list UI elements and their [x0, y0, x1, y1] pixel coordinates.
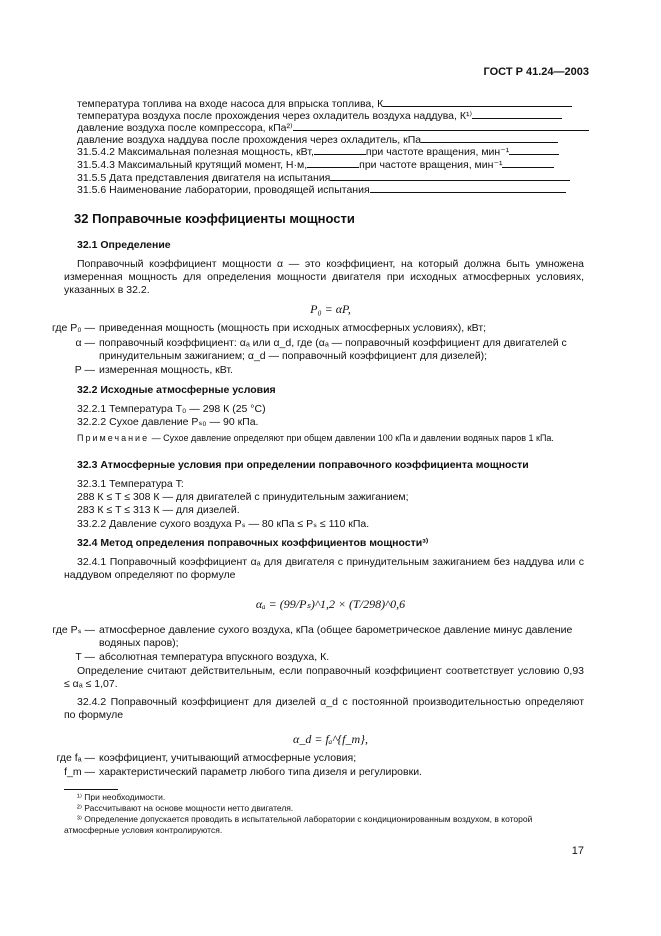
list-item: 283 К ≤ T ≤ 313 К — для дизелей.	[77, 504, 240, 516]
subsection-title: 32.2 Исходные атмосферные условия	[77, 384, 276, 396]
page-number: 17	[571, 845, 584, 857]
list-item: 32.2.1 Температура T₀ — 298 К (25 °С)	[77, 403, 266, 415]
form-line: давление воздуха после компрессора, кПа²⁾	[77, 120, 589, 135]
section-title: 32 Поправочные коэффициенты мощности	[74, 211, 355, 226]
definition-row: P — измеренная мощность, кВт.	[74, 364, 233, 376]
document-id: ГОСТ Р 41.24—2003	[483, 66, 589, 78]
form-line: 31.5.5 Дата представления двигателя на испытания	[77, 170, 570, 185]
subsection-title: 32.4 Метод определения поправочных коэффициентов мощности³⁾	[77, 537, 429, 549]
list-item: 288 К ≤ T ≤ 308 К — для двигателей с принудительным зажиганием;	[77, 491, 409, 503]
paragraph: Поправочный коэффициент мощности α — это коэффициент, на который должна быть умножена измеренная мощность для определения мощности двигателя при исходных атмосферных условиях, указанных в 32.2.	[64, 258, 584, 296]
paragraph: 32.4.2 Поправочный коэффициент для дизелей α_d с постоянной производительностью определяют по формуле	[64, 696, 584, 721]
form-line: 31.5.4.3 Максимальный крутящий момент, Н·м, при частоте вращения, мин⁻¹	[77, 157, 554, 172]
form-line: 31.5.4.2 Максимальная полезная мощность, кВт, при частоте вращения, мин⁻¹	[77, 144, 559, 159]
list-item: 32.2.2 Сухое давление Pₛ₀ — 90 кПа.	[77, 416, 259, 428]
definition-row: где Pₛ — атмосферное давление сухого воздуха, кПа (общее барометрическое давление минус давление водяных паров);	[52, 624, 573, 649]
note: Примечание — Сухое давление определяют при общем давлении 100 кПа и давлении водяных паров 1 кПа.	[77, 433, 554, 443]
paragraph: 32.4.1 Поправочный коэффициент αₐ для двигателя с принудительным зажиганием без наддува или с наддувом определяют по формуле	[64, 556, 584, 581]
definition-row: T — абсолютная температура впускного воздуха, К.	[75, 651, 330, 663]
formula: P₀ = αP,	[310, 302, 351, 316]
formula: αₐ = (99/Pₛ)^1,2 × (T/298)^0,6	[255, 597, 406, 611]
subsection-title: 32.3 Атмосферные условия при определении поправочного коэффициента мощности	[77, 459, 529, 471]
list-item: 33.2.2 Давление сухого воздуха Pₛ — 80 кПа ≤ Pₛ ≤ 110 кПа.	[77, 518, 370, 530]
paragraph: Определение считают действительным, если поправочный коэффициент соответствует условию 0,93 ≤ αₐ ≤ 1,07.	[64, 665, 584, 690]
footnote: ¹⁾ При необходимости.	[77, 792, 166, 802]
form-line: давление воздуха наддува после прохождения через охладитель, кПа	[77, 132, 558, 147]
footnote: ²⁾ Рассчитывают на основе мощности нетто двигателя.	[77, 803, 294, 813]
footnote: ³⁾ Определение допускается проводить в испытательной лаборатории с кондиционированным воздухом, в которой атмосферные условия контролируются.	[64, 814, 533, 835]
list-item: 32.3.1 Температура T:	[77, 478, 184, 490]
formula: α_d = fₐ^{f_m},	[293, 732, 368, 746]
definition-row: где fₐ — коэффициент, учитывающий атмосферные условия;	[56, 752, 357, 764]
subsection-title: 32.1 Определение	[77, 239, 171, 251]
definition-row: f_m — характеристический параметр любого типа дизеля и регулировки.	[64, 766, 422, 778]
definition-row: где P₀ — приведенная мощность (мощность при исходных атмосферных условиях), кВт;	[51, 322, 487, 334]
form-line: температура топлива на входе насоса для впрыска топлива, К	[77, 96, 572, 111]
definition-row: α — поправочный коэффициент: αₐ или α_d, где (αₐ — поправочный коэффициент для двигателей с принудительным зажиганием; α_d — поправочный коэффициент для дизелей);	[75, 337, 567, 362]
form-line: температура воздуха после прохождения через охладитель воздуха наддува, К¹⁾	[77, 108, 562, 123]
form-line: 31.5.6 Наименование лаборатории, проводящей испытания	[77, 182, 566, 197]
footnote-divider	[64, 789, 118, 790]
